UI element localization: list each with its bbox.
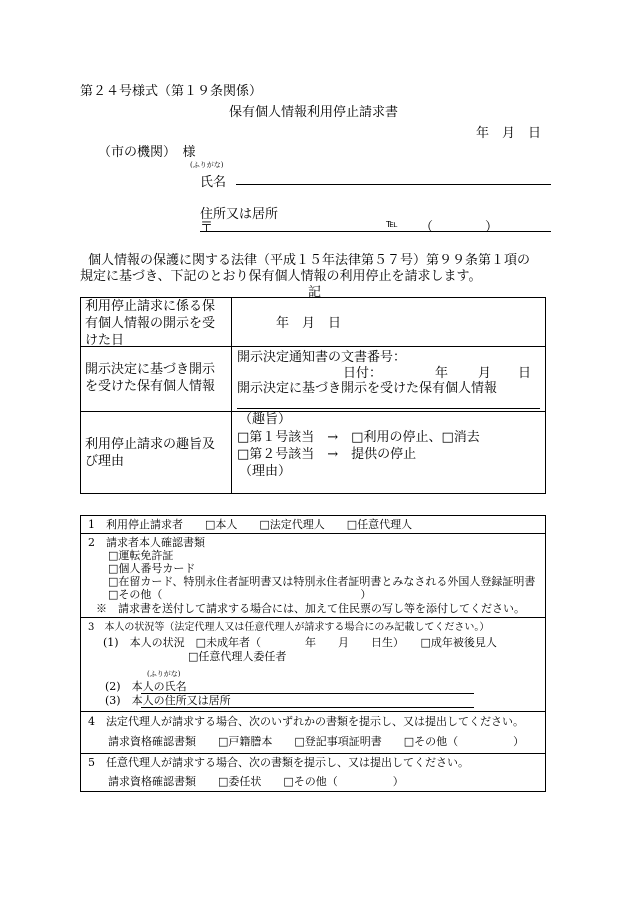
month-label: 月 [478,366,492,381]
row1-label: 利用停止請求に係る保 有個人情報の開示を受 けた日 [85,299,216,348]
tel-paren: （ ） [420,220,499,235]
row2-label: 開示決定に基づき開示 を受けた保有個人情報 [85,362,216,394]
form-number: 第２４号様式（第１９条関係） [80,84,263,99]
year-label: 年 [435,366,449,381]
id-doc-other[interactable]: □その他（ ） [108,588,372,601]
row3-label: 利用停止請求の趣旨及 び理由 [85,437,216,469]
principal-name-label: (2) 本人の氏名 [105,680,187,693]
address-label: 住所又は居所 [200,207,279,222]
id-doc-residence-card[interactable]: □在留カード、特別永住者証明書又は特別永住者証明書とみなされる外国人登録証明書 [108,575,536,588]
legal-rep-docs[interactable]: 請求資格確認書類 □戸籍謄本 □登記事項証明書 □その他（ ） [108,735,525,748]
name-label: 氏名 [200,175,227,190]
ki-label: 記 [308,285,322,300]
name-field[interactable] [236,184,551,185]
id-doc-license[interactable]: □運転免許証 [108,549,174,562]
principal-furigana: (ふりがな) [147,670,181,678]
clause2-checkbox[interactable]: □第２号該当 → 提供の停止 [237,447,417,462]
tel-label: ℡ [386,217,398,230]
disclosure-date[interactable]: 年 月 日 [276,316,342,331]
id-docs-title: 2 請求者本人確認書類 [88,536,205,549]
day-label: 日 [518,366,532,381]
notice-doc-number-label: 開示決定通知書の文書番号： [237,350,407,365]
date-label: 日付： [343,366,383,381]
clause1-checkbox[interactable]: □第１号該当 → □利用の停止、□消去 [237,430,480,445]
page-title: 保有個人情報利用停止請求書 [229,105,399,120]
id-doc-mynumber[interactable]: □個人番号カード [108,562,196,575]
principal-status-line[interactable]: (1) 本人の状況 □未成年者（ 年 月 日生） □成年被後見人 [103,636,497,649]
principal-address-label: (3) 本人の住所又は居所 [105,694,231,707]
request-detail-table [80,297,546,494]
postal-mark: 〒 [200,220,214,235]
disclosed-info-field[interactable] [237,408,540,409]
principal-address-field[interactable] [141,707,474,708]
legal-rep-title: 4 法定代理人が請求する場合、次のいずれかの書類を提示し、又は提出してください。 [88,715,524,728]
furigana-label: (ふりがな) [190,161,224,169]
proxy-title: 5 任意代理人が請求する場合、次の書類を提示し、又は提出してください。 [88,756,469,769]
requester-type-row[interactable]: 1 利用停止請求者 □本人 □法定代理人 □任意代理人 [88,518,413,531]
mail-note: ※ 請求書を送付して請求する場合には、加えて住民票の写し等を添付してください。 [96,602,525,615]
disclosed-info-label: 開示決定に基づき開示を受けた保有個人情報 [237,381,498,396]
principal-status-title: 3 本人の状況等（法定代理人又は任意代理人が請求する場合にのみ記載してください。） [88,622,490,633]
purpose-label: （趣旨） [239,412,292,427]
requester-info-table [80,515,546,792]
request-date: 年 月 日 [476,126,542,141]
address-field[interactable] [200,231,551,232]
proxy-docs[interactable]: 請求資格確認書類 □委任状 □その他（ ） [108,775,404,788]
intro-line-2: 規定に基づき、下記のとおり保有個人情報の利用停止を請求します。 [80,269,482,284]
addressee: （市の機関） 様 [98,145,196,160]
intro-line-1: 個人情報の保護に関する法律（平成１５年法律第５７号）第９９条第１項の [88,253,531,268]
reason-label: （理由） [239,464,292,479]
principal-proxy-checkbox[interactable]: □任意代理人委任者 [188,650,287,663]
